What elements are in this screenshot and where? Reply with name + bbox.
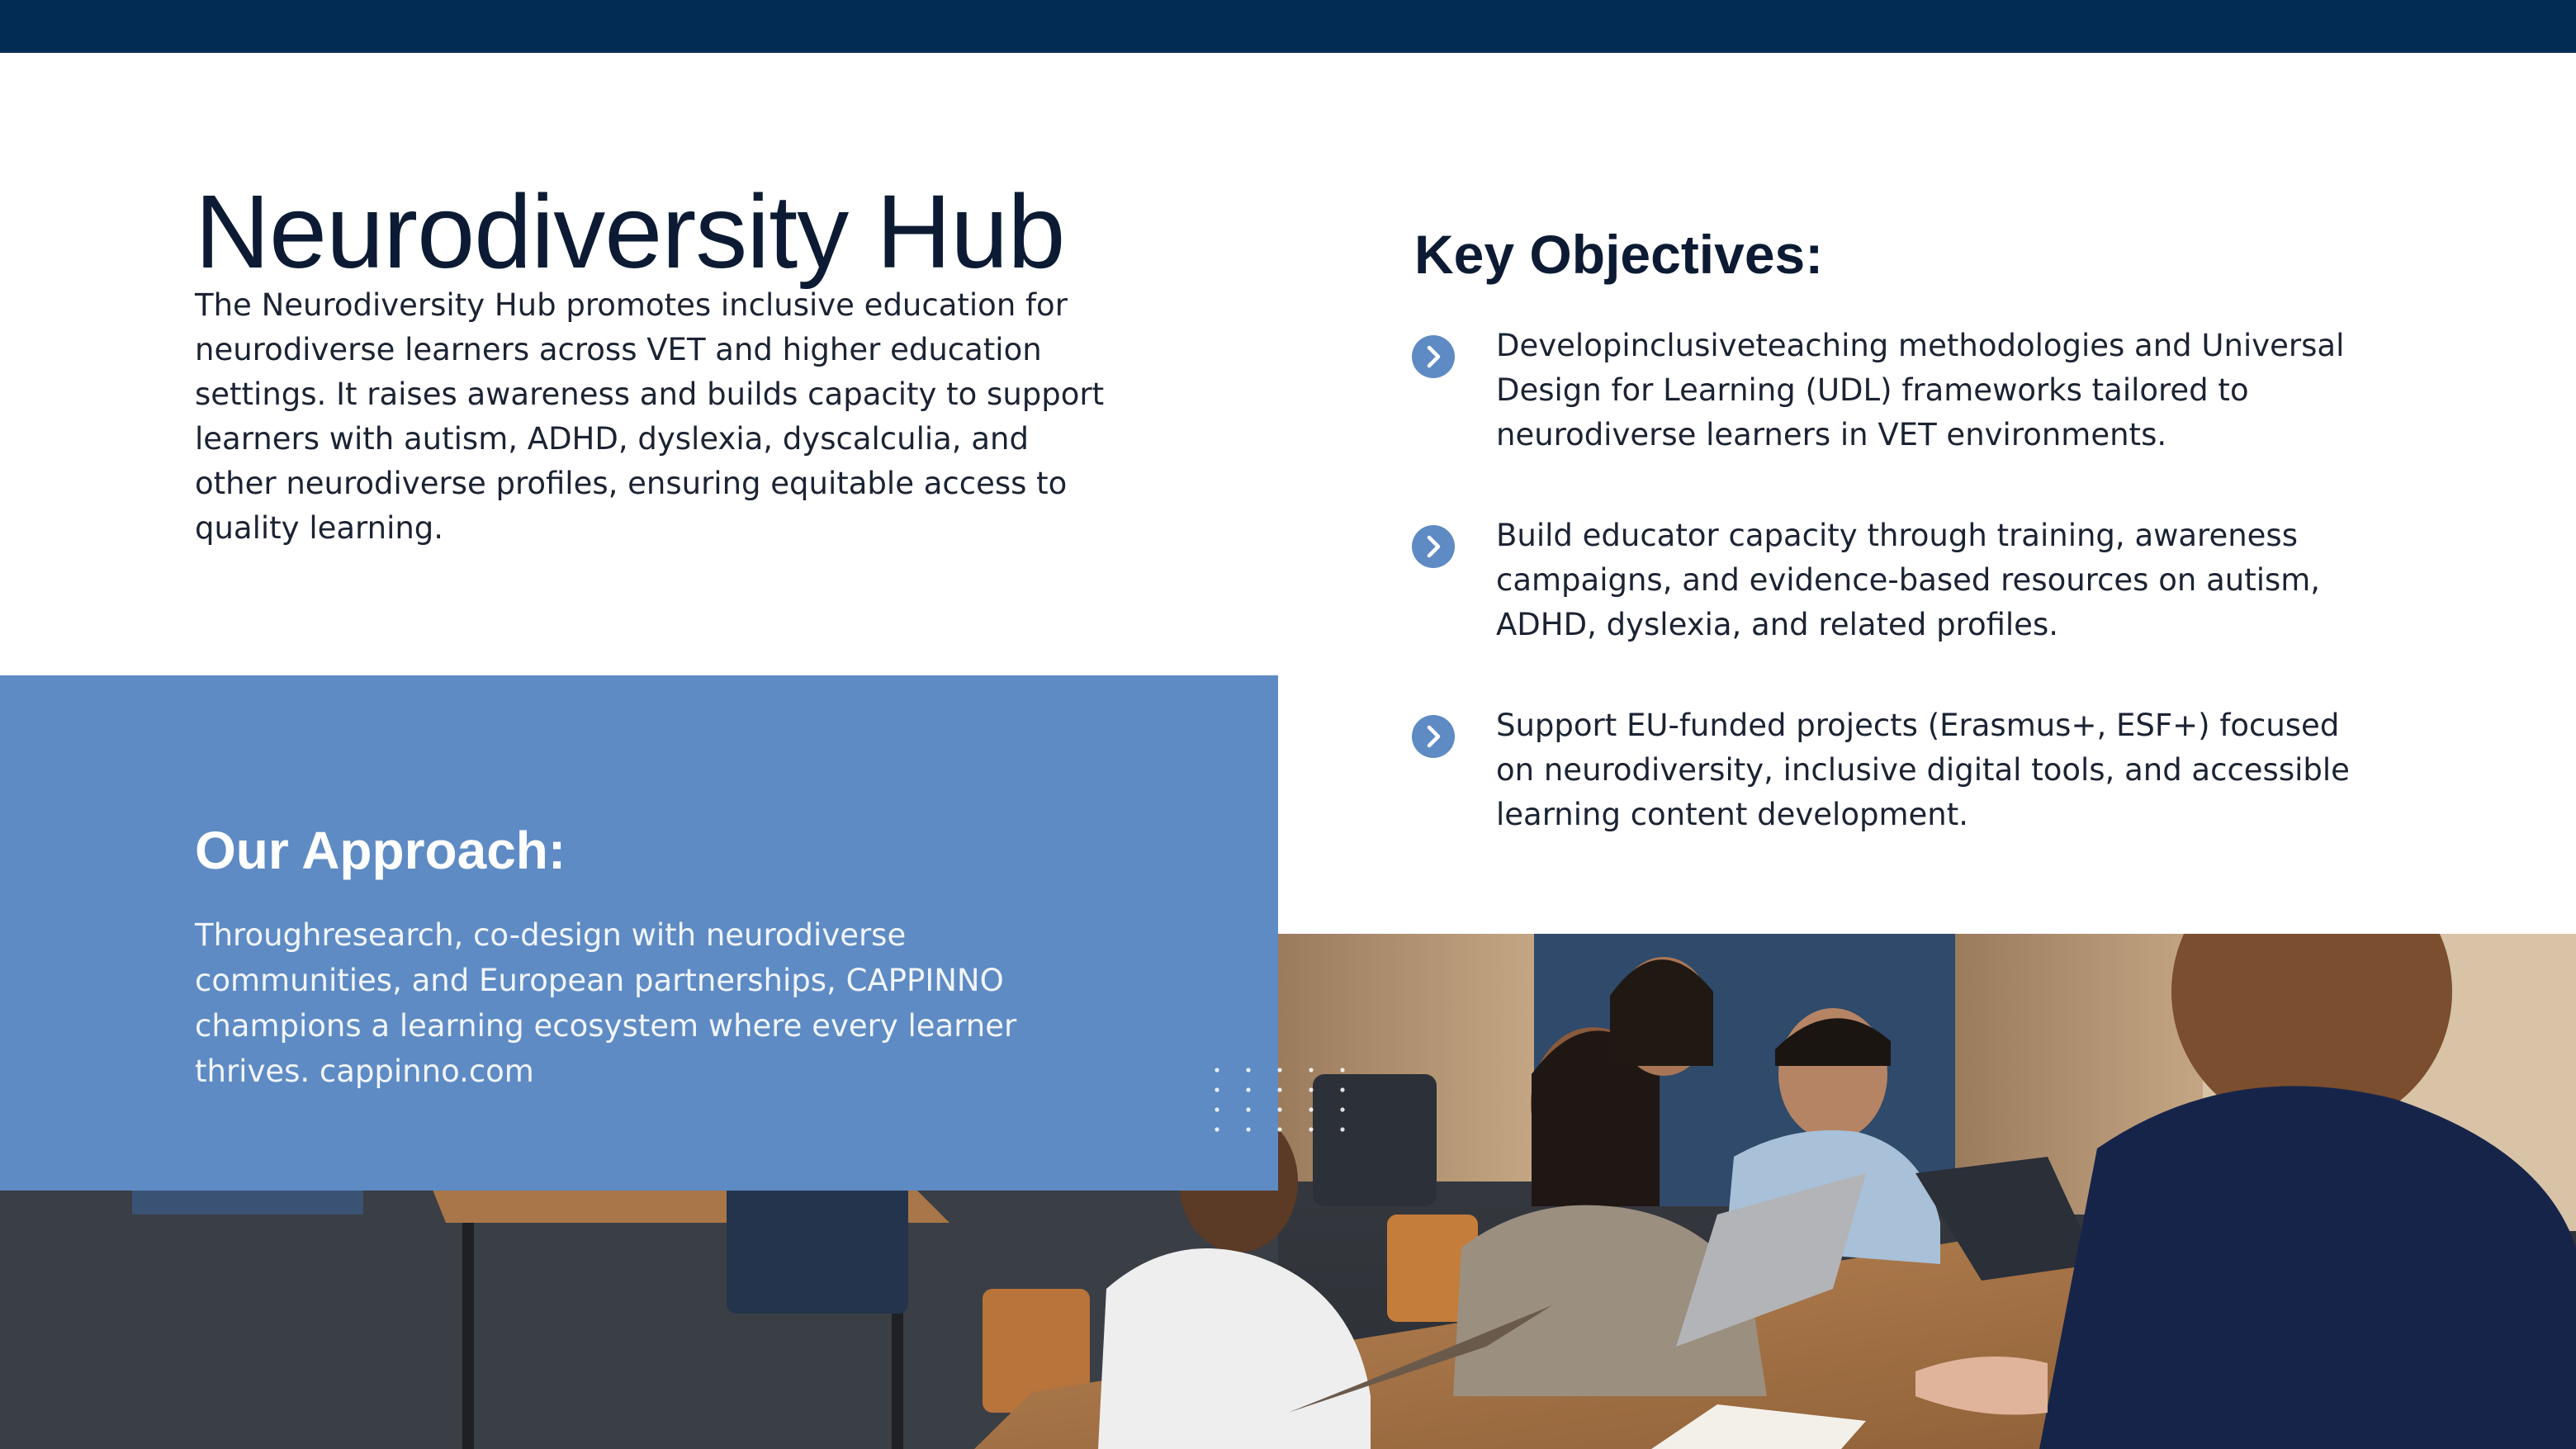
- objective-text: Build educator capacity through training, awareness campaigns, and evidence-based resources on autism, ADHD, dyslexia, and related profiles.: [1496, 518, 2321, 642]
- objective-text: Support EU-funded projects (Erasmus+, ESF+) focused on neurodiversity, inclusive digital tools, and accessible learning content development.: [1496, 708, 2350, 832]
- dot-grid-decoration: [1214, 1067, 1354, 1133]
- chevron-right-circle-icon: [1412, 525, 1455, 568]
- chevron-right-circle-icon: [1412, 715, 1455, 758]
- objectives-heading: Key Objectives:: [1414, 224, 1824, 285]
- intro-paragraph: The Neurodiversity Hub promotes inclusive education for neurodiverse learners across VET and higher education settings. It raises awareness and builds capacity to support learners with autism, ADHD, dyslexia, dyscalculia, and other neurodiverse profiles, ensuring equitable access to quality learning.: [195, 287, 1105, 546]
- objective-text: Developinclusiveteaching methodologies and Universal Design for Learning (UDL) frameworks tailored to neurodiverse learners in VET environments.: [1496, 328, 2345, 452]
- approach-heading: Our Approach:: [195, 821, 566, 880]
- objective-item: [1412, 514, 2386, 703]
- page-title: Neurodiversity Hub: [195, 173, 1065, 290]
- objectives-list: [1412, 324, 2386, 893]
- objective-item: [1412, 703, 2386, 893]
- objective-item: [1412, 324, 2386, 514]
- approach-paragraph: Throughresearch, co-design with neurodiverse communities, and European partnerships, CAPPINNO champions a learning ecosystem where every learner thrives. cappinno.com: [195, 917, 1017, 1089]
- top-bar: [0, 0, 2576, 53]
- chevron-right-circle-icon: [1412, 335, 1455, 378]
- dot-grid-dots: [1215, 1068, 1344, 1131]
